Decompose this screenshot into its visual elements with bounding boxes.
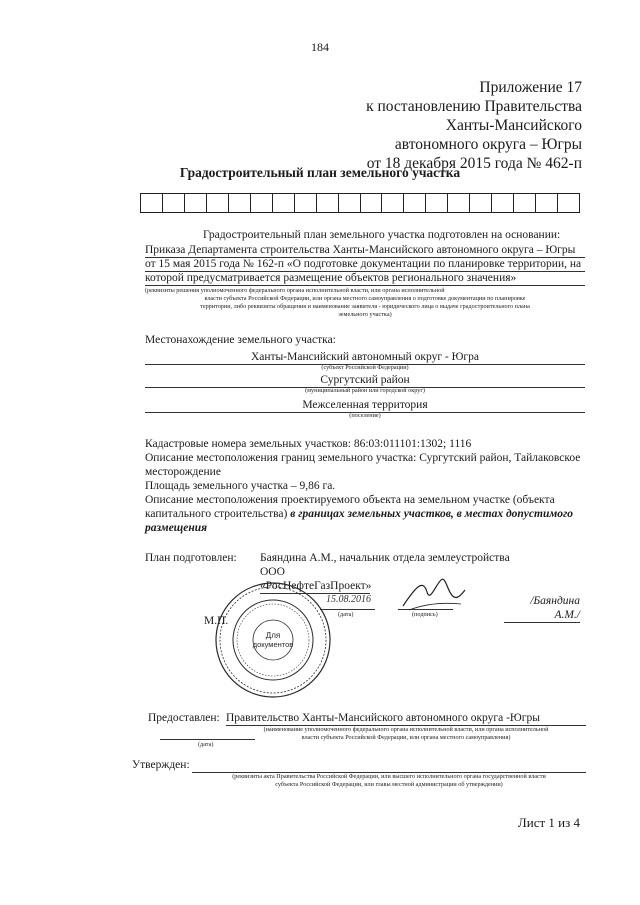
- borders-description: Описание местоположения границ земельного участка: Сургутский район, Тайлаковское: [145, 452, 581, 464]
- sheet-number: Лист 1 из 4: [517, 815, 580, 830]
- basis-note: власти субъекта Российской Федерации, или органа местного самоуправления о подготовке документации по планировке: [204, 295, 526, 302]
- basis-intro: Градостроительный план земельного участка подготовлен на основании:: [203, 229, 561, 241]
- plan-number-grid: [140, 193, 580, 213]
- approved-note: субъекта Российской Федерации, или главы местной администрации об утверждении): [275, 781, 503, 788]
- basis-note: земельного участка): [338, 311, 392, 318]
- signature-label: (подпись): [412, 611, 438, 618]
- basis-note: территории, либо реквизиты обращения и наименование заявителя - юридического лица о выдаче градостроительного плана: [200, 303, 530, 310]
- signature-name: /Баяндина А.М./: [504, 594, 580, 623]
- location-settlement-note: (поселение): [349, 412, 381, 419]
- basis-line: которой предусматривается размещение объектов регионального значения»: [145, 271, 585, 286]
- location-district-note: (муниципальный район или городской округ): [305, 387, 425, 394]
- cadastral-numbers: Кадастровые номера земельных участков: 86:03:011101:1302; 1116: [145, 438, 472, 450]
- basis-line: Приказа Департамента строительства Ханты-Мансийского автономного округа – Югры: [145, 243, 585, 258]
- document-title: Градостроительный план земельного участка: [179, 165, 461, 180]
- provided-date-label: (дата): [198, 741, 214, 748]
- object-placement-value-cont: размещения: [145, 522, 208, 534]
- appendix-line: Ханты-Мансийского: [445, 117, 582, 134]
- location-subject-note: (субъект Российской Федерации): [321, 364, 409, 371]
- prepared-person: Баяндина А.М., начальник отдела землеустройства: [260, 552, 510, 564]
- appendix-line: от 18 декабря 2015 года № 462-п: [366, 155, 582, 172]
- approved-label: Утвержден:: [132, 759, 190, 771]
- seal-center-text: документов: [252, 640, 294, 649]
- object-description-text: капитального строительства): [145, 508, 288, 520]
- location-subject: Ханты-Мансийский автономный округ - Югра: [145, 350, 585, 365]
- appendix-line: автономного округа – Югры: [394, 136, 582, 153]
- provided-date-line: [160, 738, 255, 740]
- organization-seal: [213, 580, 333, 700]
- seal-center-text: Для: [265, 631, 281, 640]
- page-number: 184: [311, 40, 329, 54]
- provided-note: (наименование уполномоченного федерального органа исполнительной власти, или органа исполнительной: [263, 726, 549, 733]
- object-description-cont: [145, 507, 573, 521]
- prepared-org: ООО «РосНефтеГазПроект»: [260, 566, 372, 592]
- location-settlement: Межселенная территория: [145, 398, 585, 413]
- object-placement-value: в границах земельных участков, в местах допустимого: [290, 508, 573, 520]
- provided-label: Предоставлен:: [148, 712, 220, 724]
- approved-note: (реквизиты акта Правительства Российской Федерации, или высшего исполнительного органа государственной власти: [232, 773, 546, 780]
- appendix-line: к постановлению Правительства: [366, 98, 582, 115]
- provided-note: власти субъекта Российской Федерации, или органа местного самоуправления): [301, 734, 511, 741]
- object-description: Описание местоположения проектируемого объекта на земельном участке (объекта: [145, 494, 555, 506]
- appendix-line: Приложение 17: [479, 79, 582, 96]
- date-line: [320, 608, 375, 610]
- plot-area: Площадь земельного участка – 9,86 га.: [145, 480, 336, 492]
- basis-note: (реквизиты решения уполномоченного федерального органа исполнительной власти, или органа исполнительной: [145, 287, 445, 294]
- prepared-label: План подготовлен:: [145, 552, 237, 564]
- appendix-block: [366, 78, 582, 173]
- provided-value: Правительство Ханты-Мансийского автономного округа -Югры: [226, 711, 586, 726]
- location-district: Сургутский район: [145, 373, 585, 388]
- basis-line: от 15 мая 2015 года № 162-п «О подготовке документации по планировке территории, на: [145, 257, 585, 272]
- date-label: (дата): [338, 611, 354, 618]
- seal-place-mark: М.П.: [204, 615, 229, 627]
- prepared-date: 15.08.2016: [326, 594, 371, 605]
- borders-description-cont: месторождение: [145, 466, 221, 478]
- location-label: Местонахождение земельного участка:: [145, 334, 336, 346]
